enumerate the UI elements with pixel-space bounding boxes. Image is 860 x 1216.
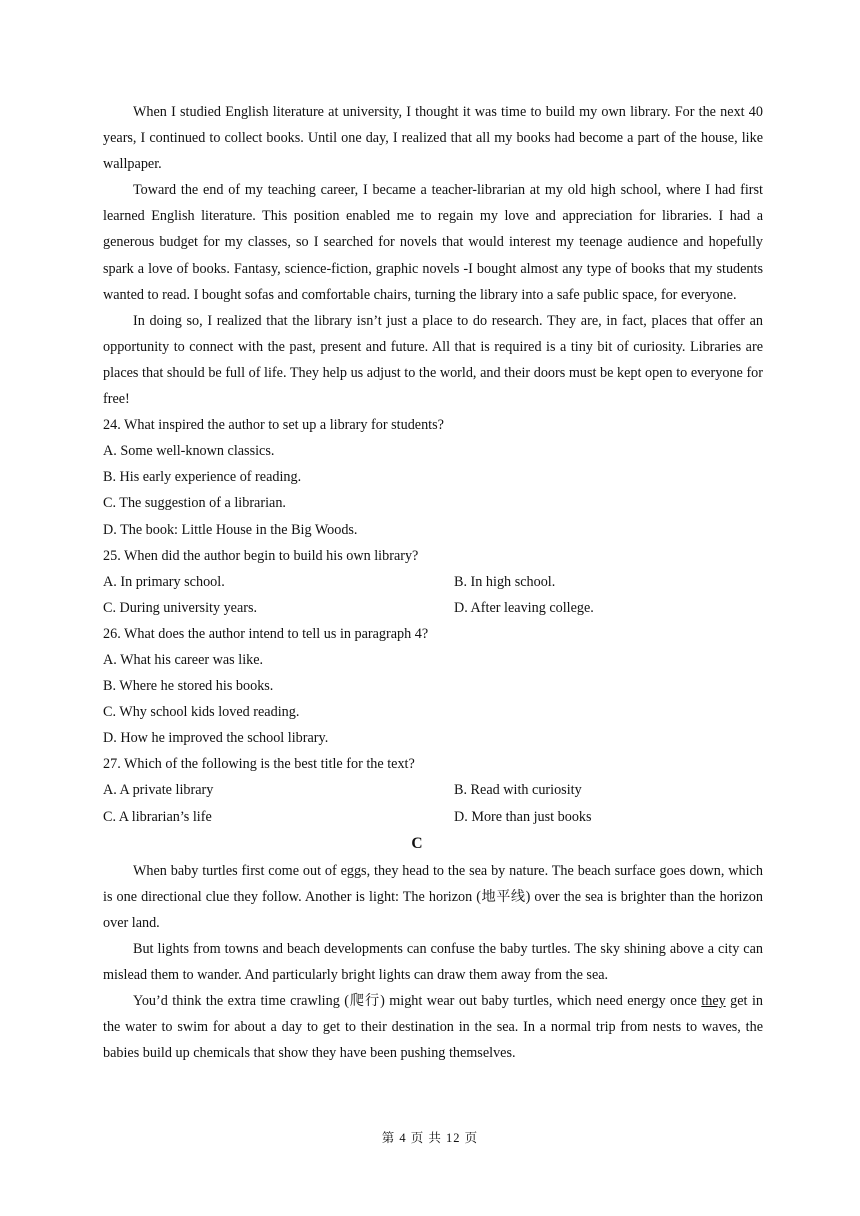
options-row: [103, 777, 763, 803]
option-d: D. More than just books: [454, 808, 592, 825]
paragraph-text-end: get in the water to swim for about a day to get to their destination in the sea. In a normal trip from nests to waves, the babies build up chemicals that show they have been pushing themselves.: [103, 993, 763, 1062]
paragraph-text-start: You’d think the extra time crawling (爬行) might wear out baby turtles, which need energy once: [133, 993, 702, 1010]
option-c: C. During university years.: [103, 599, 258, 616]
options-row: [103, 804, 763, 830]
options-row: [103, 569, 763, 595]
question-24: [103, 412, 763, 542]
section-c-title: C: [411, 834, 423, 852]
passage-b-paragraph-2: Toward the end of my teaching career, I became a teacher-librarian at my old high school, where I had first learned English literature. This position enabled me to regain my love and appreciation for libraries. I had a generous budget for my classes, so I searched for novels that would interest my teenage audience and hopefully spark a love of books. Fantasy, science-fiction, graphic novels -I bought almost any type of books that my students wanted to read. I bought sofas and comfortable chairs, turning the library into a safe public space, for everyone.: [103, 182, 763, 303]
option-d: D. The book: Little House in the Big Woods.: [103, 521, 358, 538]
question-26: [103, 621, 763, 751]
passage-b-paragraph-3: In doing so, I realized that the library isn’t just a place to do research. They are, in fact, places that offer an opportunity to connect with the past, present and future. All that is required is a tiny bit of curiosity. Libraries are places that should be full of life. They help us adjust to the world, and their doors must be kept open to everyone for free!: [103, 312, 763, 408]
option-c: C. Why school kids loved reading.: [103, 704, 300, 721]
option-d: D. After leaving college.: [454, 599, 594, 616]
option-a: A. In primary school.: [103, 573, 225, 590]
passage-c-paragraph-1: When baby turtles first come out of eggs, they head to the sea by nature. The beach surface goes down, which is one directional clue they follow. Another is light: The horizon (地平线) over the sea is brighter than the horizon over land.: [103, 862, 763, 931]
passage-c-paragraph-2: But lights from towns and beach developments can confuse the baby turtles. The sky shining above a city can mislead them to wander. And particularly bright lights can draw them away from the sea.: [103, 940, 763, 983]
passage-c-paragraph-3: [103, 988, 763, 1066]
option-c: C. The suggestion of a librarian.: [103, 495, 286, 512]
question-stem: 24. What inspired the author to set up a library for students?: [103, 417, 444, 434]
option-b: B. Read with curiosity: [454, 782, 582, 799]
underlined-word: they: [701, 993, 726, 1010]
page-footer: 第 4 页 共 12 页: [381, 1131, 479, 1145]
question-stem: 25. When did the author begin to build his own library?: [103, 547, 419, 564]
option-a: A. Some well-known classics.: [103, 443, 275, 460]
option-b: B. In high school.: [454, 573, 556, 590]
option-b: B. His early experience of reading.: [103, 469, 302, 486]
option-b: B. Where he stored his books.: [103, 678, 274, 695]
page-content: [103, 99, 763, 1066]
option-a: A. What his career was like.: [103, 651, 264, 668]
question-stem: 26. What does the author intend to tell us in paragraph 4?: [103, 625, 429, 642]
passage-b-paragraph-1: When I studied English literature at university, I thought it was time to build my own library. For the next 40 years, I continued to collect books. Until one day, I realized that all my books had become a part of the house, like wallpaper.: [103, 104, 763, 173]
option-d: D. How he improved the school library.: [103, 730, 329, 747]
option-a: A. A private library: [103, 782, 214, 799]
question-27: [103, 751, 763, 829]
question-stem: 27. Which of the following is the best title for the text?: [103, 756, 415, 773]
options-row: [103, 595, 763, 621]
option-c: C. A librarian’s life: [103, 808, 212, 825]
question-25: [103, 543, 763, 621]
